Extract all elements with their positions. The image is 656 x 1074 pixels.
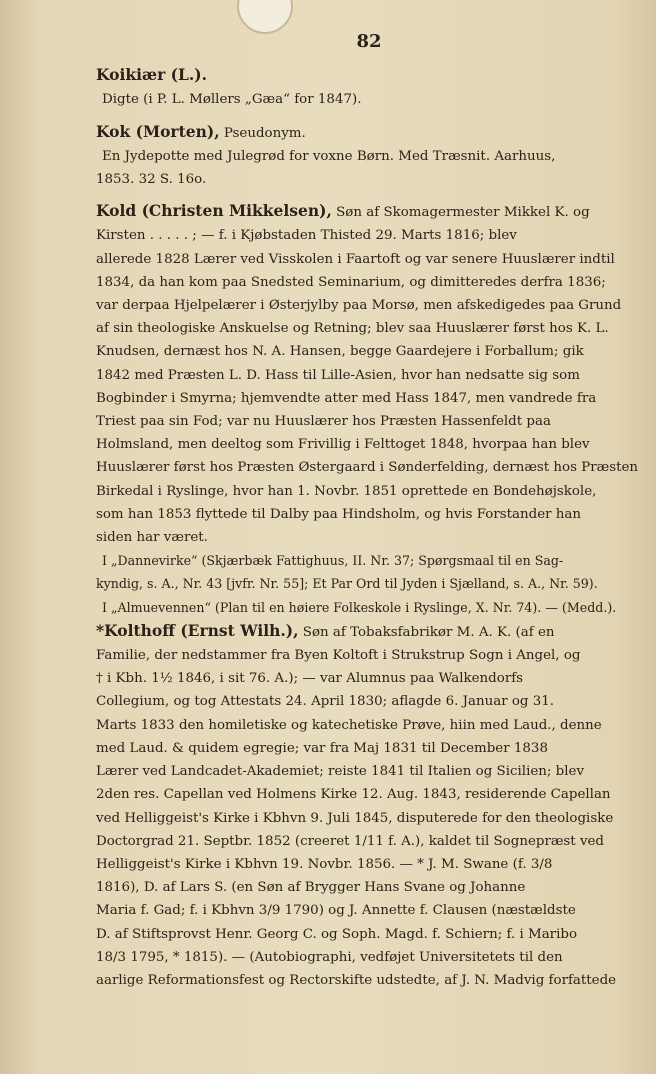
- entry-line: var derpaa Hjelpelærer i Østerjylby paa Morsø, men afskedigedes paa Grund: [96, 298, 622, 314]
- entry-line: Birkedal i Ryslinge, hvor han 1. Novbr. 1851 oprettede en Bondehøjskole,: [96, 483, 597, 499]
- entry-heading: Kok (Morten),: [96, 121, 220, 141]
- entry-line: Helliggeist's Kirke i Kbhvn 19. Novbr. 1856. — * J. M. Swane (f. 3/8: [96, 856, 553, 872]
- entry-line: † i Kbh. 1½ 1846, i sit 76. A.); — var Alumnus paa Walkendorfs: [96, 671, 524, 687]
- entry-line: Maria f. Gad; f. i Kbhvn 3/9 1790) og J. Annette f. Clausen (næstældste: [96, 903, 576, 919]
- entry-line: med Laud. & quidem egregie; var fra Maj 1831 til December 1838: [96, 740, 548, 756]
- entry-heading-rest: Søn af Tobaksfabrikør M. A. K. (af en: [298, 624, 555, 640]
- entry-line: allerede 1828 Lærer ved Visskolen i Faartoft og var senere Huuslærer indtil: [96, 251, 615, 267]
- entry-line: som han 1853 flyttede til Dalby paa Hindsholm, og hvis Forstander han: [96, 506, 582, 522]
- entry-line: Collegium, og tog Attestats 24. April 1830; aflagde 6. Januar og 31.: [96, 694, 555, 710]
- entry-line: Bogbinder i Smyrna; hjemvendte atter med Hass 1847, men vandrede fra: [96, 390, 597, 406]
- entry-line: Familie, der nedstammer fra Byen Koltoft i Strukstrup Sogn i Angel, og: [96, 648, 581, 664]
- entry-line: 1842 med Præsten L. D. Hass til Lille-Asien, hvor han nedsatte sig som: [96, 367, 580, 383]
- entry-line: En Jydepotte med Julegrød for voxne Børn. Med Træsnit. Aarhuus,: [102, 148, 556, 164]
- page-punch-hole: [237, 0, 293, 34]
- entry-line: 1834, da han kom paa Snedsted Seminarium, og dimitteredes derfra 1836;: [96, 274, 606, 290]
- entry-line: 1816), D. af Lars S. (en Søn af Brygger Hans Svane og Johanne: [96, 880, 526, 896]
- entry-heading: Kold (Christen Mikkelsen),: [96, 201, 332, 221]
- entry-line: Digte (i P. L. Møllers „Gæa“ for 1847).: [102, 92, 362, 108]
- entry-line: Doctorgrad 21. Septbr. 1852 (creeret 1/11 f. A.), kaldet til Sognepræst ved: [96, 833, 604, 849]
- entry-line: Kirsten . . . . . ; — f. i Kjøbstaden Thisted 29. Marts 1816; blev: [96, 228, 517, 244]
- entry-works-line: kyndig, s. A., Nr. 43 [jvfr. Nr. 55]; Et Par Ord til Jyden i Sjælland, s. A., Nr. 59).: [96, 576, 598, 592]
- entry-line: siden har været.: [96, 530, 208, 546]
- entry-line: 18/3 1795, * 1815). — (Autobiographi, vedføjet Universitetets til den: [96, 949, 563, 965]
- entry-heading-rest: Søn af Skomagermester Mikkel K. og: [331, 205, 590, 221]
- entry-line: D. af Stiftsprovst Henr. Georg C. og Soph. Magd. f. Schiern; f. i Maribo: [96, 926, 578, 942]
- entry-line: 2den res. Capellan ved Holmens Kirke 12. Aug. 1843, residerende Capellan: [96, 787, 611, 803]
- entry-works-line: I „Dannevirke“ (Skjærbæk Fattighuus, II. Nr. 37; Spørgsmaal til en Sag-: [102, 553, 564, 569]
- entry-line: Huuslærer først hos Præsten Østergaard i Sønderfelding, dernæst hos Præsten: [96, 460, 639, 476]
- entry-works-line: I „Almuevennen“ (Plan til en høiere Folkeskole i Ryslinge, X. Nr. 74). — (Medd.).: [102, 599, 617, 615]
- entry-line: Marts 1833 den homiletiske og katechetiske Prøve, hiin med Laud., denne: [96, 717, 602, 733]
- entry-line: Knudsen, dernæst hos N. A. Hansen, begge Gaardejere i Forballum; gik: [96, 344, 584, 360]
- entry-kok: [96, 120, 642, 192]
- entry-line: 1853. 32 S. 16o.: [96, 172, 207, 188]
- entry-line: af sin theologiske Anskuelse og Retning; blev saa Huuslærer først hos K. L.: [96, 321, 609, 337]
- entry-line: ved Helliggeist's Kirke i Kbhvn 9. Juli 1845, disputerede for den theologiske: [96, 810, 614, 826]
- entry-koikiaer: [96, 63, 642, 111]
- entry-heading: *Kolthoff (Ernst Wilh.),: [96, 620, 299, 640]
- entry-line: Triest paa sin Fod; var nu Huuslærer hos Præsten Hassenfeldt paa: [96, 414, 551, 430]
- entry-line: Lærer ved Landcadet-Akademiet; reiste 1841 til Italien og Sicilien; blev: [96, 764, 585, 780]
- entry-line: Holmsland, men deeltog som Frivillig i Felttoget 1848, hvorpaa han blev: [96, 437, 590, 453]
- entry-heading-rest: Pseudonym.: [219, 125, 306, 141]
- page-text: [96, 30, 642, 992]
- page-number: 82: [356, 31, 382, 52]
- entry-heading: Koikiær (L.).: [96, 65, 208, 85]
- entry-line: aarlige Reformationsfest og Rectorskifte udstedte, af J. N. Madvig forfattede: [96, 972, 617, 988]
- entry-kold: [96, 199, 642, 619]
- entry-kolthoff: [96, 619, 642, 992]
